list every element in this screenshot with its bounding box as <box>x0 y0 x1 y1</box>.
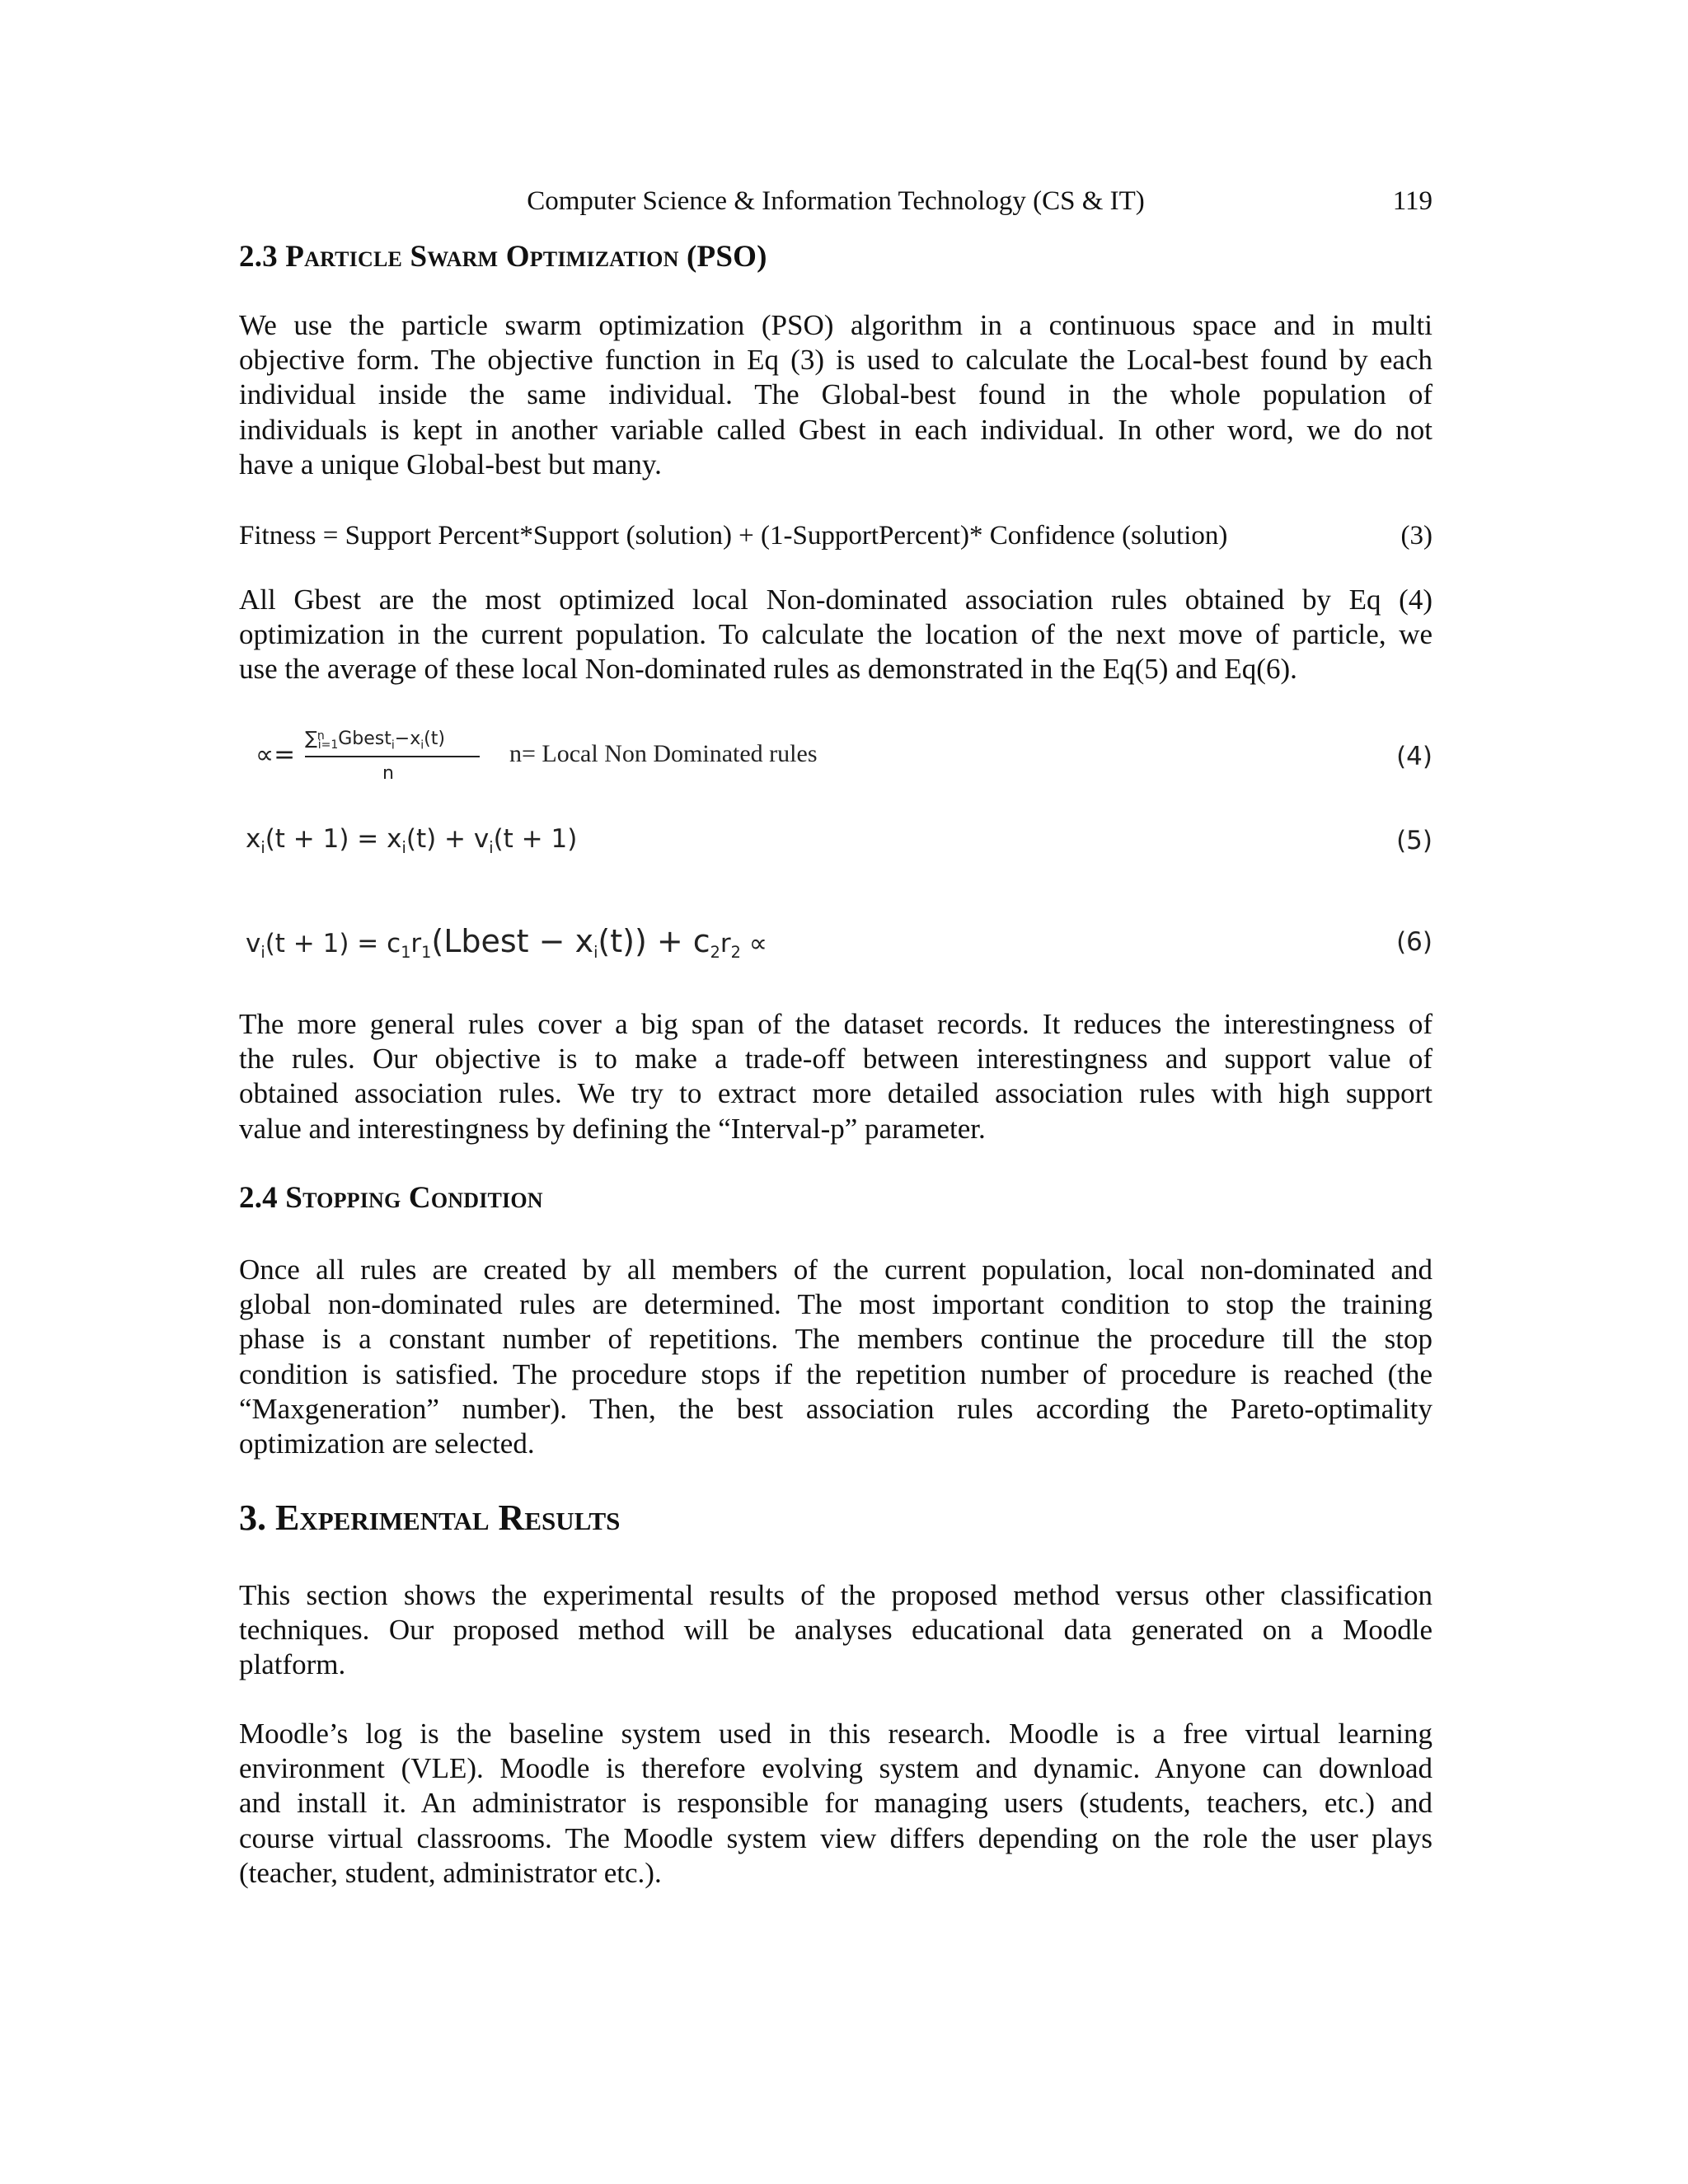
gbest-term: Gbest <box>338 729 392 749</box>
text-line: (teacher, student, administrator etc.). <box>239 1856 662 1889</box>
text-line: All Gbest are the most optimized local Non-dominated association rules obtained by Eq (4) <box>239 583 1432 616</box>
fitness-equation: Fitness = Support Percent*Support (solution) + (1-SupportPercent)* Confidence (solution) <box>239 521 1228 551</box>
eq5-term: (t + 1) <box>493 824 578 854</box>
running-title: Computer Science & Information Technology (CS & IT) <box>527 186 1145 216</box>
sec3-paragraph-2 <box>239 1717 1432 1891</box>
text-line: course virtual classrooms. The Moodle system view differs depending on the role the user plays <box>239 1821 1432 1854</box>
text-line: condition is satisfied. The procedure stops if the repetition number of procedure is reached (the <box>239 1357 1432 1390</box>
eq5-term: (t) + <box>406 824 474 854</box>
r-var: r <box>410 929 422 958</box>
index-i: i <box>489 838 494 858</box>
text-line: and install it. An administrator is responsible for managing users (students, teachers, etc.) and <box>239 1787 1432 1820</box>
text-line: obtained association rules. We try to extract more detailed association rules with high support <box>239 1077 1432 1110</box>
equation-5 <box>246 824 577 857</box>
alpha-equals: ∝= <box>256 740 296 770</box>
text-line: platform. <box>239 1648 346 1681</box>
sec23-paragraph-2 <box>239 583 1432 687</box>
equation-4-number: (4) <box>1396 742 1432 771</box>
text-line: phase is a constant number of repetitions. The members continue the procedure till the stop <box>239 1323 1432 1356</box>
fraction-numerator <box>305 729 445 752</box>
alpha-symbol: ∝ <box>740 929 767 958</box>
equation-note: n= Local Non Dominated rules <box>509 740 818 767</box>
x-index: i <box>420 738 424 752</box>
sum-lower-limit: i=1 <box>317 738 339 752</box>
text-line: “Maxgeneration” number). Then, the best association rules according the Pareto-optimality <box>239 1392 1432 1425</box>
sum-symbol: ∑ <box>305 729 317 749</box>
text-line: individuals is kept in another variable called Gbest in each individual. In other word, we do not <box>239 413 1432 446</box>
fraction-bar <box>305 756 480 757</box>
index-i: i <box>260 838 265 858</box>
text-line: This section shows the experimental results of the proposed method versus other classification <box>239 1579 1432 1611</box>
text-line: use the average of these local Non-dominated rules as demonstrated in the Eq(5) and Eq(6). <box>239 653 1297 686</box>
text-line: optimization in the current population. To calculate the location of the next move of particle, we <box>239 618 1432 651</box>
x-var: x <box>387 824 402 854</box>
sec24-paragraph-1 <box>239 1253 1432 1461</box>
text-line: Moodle’s log is the baseline system used in this research. Moodle is a free virtual learning <box>239 1718 1432 1750</box>
equation-number: (3) <box>1400 521 1432 551</box>
sum-upper-limit: n <box>316 729 325 743</box>
equation-4 <box>256 729 898 794</box>
index-2: 2 <box>730 943 741 963</box>
fraction-denominator: n <box>382 763 394 784</box>
text-line: techniques. Our proposed method will be analyses educational data generated on a Moodle <box>239 1614 1432 1647</box>
v-var: v <box>246 929 261 958</box>
gbest-index: i <box>391 738 395 752</box>
equation-5-number: (5) <box>1396 826 1432 855</box>
index-i: i <box>260 943 265 963</box>
index-i: i <box>593 943 598 963</box>
text-line: the rules. Our objective is to make a trade-off between interestingness and support value of <box>239 1043 1432 1076</box>
index-2: 2 <box>710 943 720 963</box>
text-line: The more general rules cover a big span of the dataset records. It reduces the interestingness of <box>239 1008 1432 1040</box>
r-var: r <box>720 929 731 958</box>
section-2-3-heading: 2.3 Particle Swarm Optimization (PSO) <box>239 240 767 274</box>
section-3-heading: 3. Experimental Results <box>239 1497 621 1538</box>
section-2-4-heading: 2.4 Stopping Condition <box>239 1181 543 1215</box>
text-line: We use the particle swarm optimization (PSO) algorithm in a continuous space and in multi <box>239 309 1432 341</box>
eq6-term: (t)) + c <box>598 923 710 959</box>
equation-6-number: (6) <box>1396 927 1432 957</box>
t-term: (t) <box>424 729 445 749</box>
text-line: objective form. The objective function in Eq (3) is used to calculate the Local-best found by each <box>239 344 1432 377</box>
index-i: i <box>401 838 406 858</box>
text-line: individual inside the same individual. The Global-best found in the whole population of <box>239 378 1432 411</box>
index-1: 1 <box>421 943 432 963</box>
page-number: 119 <box>1392 186 1432 216</box>
text-line: global non-dominated rules are determined. The most important condition to stop the training <box>239 1288 1432 1321</box>
text-line: Once all rules are created by all members of the current population, local non-dominated and <box>239 1254 1432 1286</box>
v-var: v <box>473 824 490 854</box>
running-header <box>239 186 1432 223</box>
sec23-paragraph-1 <box>239 308 1432 482</box>
index-1: 1 <box>401 943 411 963</box>
text-line: have a unique Global-best but many. <box>239 448 662 480</box>
eq6-term: (t + 1) = c <box>265 929 401 958</box>
eq6-term: (Lbest − x <box>431 923 594 959</box>
sec3-paragraph-1 <box>239 1578 1432 1683</box>
x-var: x <box>246 824 261 854</box>
minus-x: −x <box>394 729 421 749</box>
eq5-term: (t + 1) = <box>265 824 387 854</box>
sec23-paragraph-3 <box>239 1007 1432 1146</box>
equation-6 <box>246 923 767 962</box>
text-line: environment (VLE). Moodle is therefore evolving system and dynamic. Anyone can download <box>239 1752 1432 1785</box>
text-line: optimization are selected. <box>239 1427 535 1460</box>
text-line: value and interestingness by defining the “Interval-p” parameter. <box>239 1112 986 1145</box>
